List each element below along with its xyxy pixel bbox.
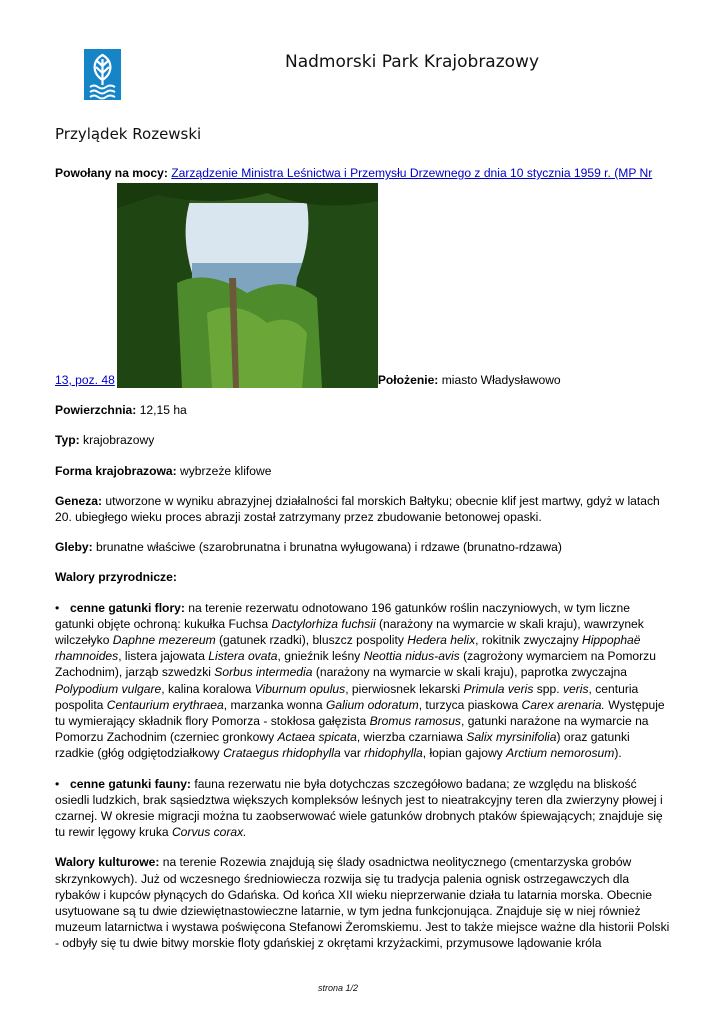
basis-label: Powołany na mocy:	[55, 166, 168, 180]
species-name: Carex arenaria.	[521, 697, 605, 712]
species-name: Salix myrsinifolia	[466, 730, 557, 745]
location-text	[378, 372, 561, 388]
text-segment: (zagrożony wymarciem na Pomorzu Zachodnim), jarząb szwedzki	[55, 649, 656, 680]
text-segment: spp.	[533, 681, 563, 696]
species-name: rhidophylla	[364, 746, 423, 761]
regulation-link[interactable]: Zarządzenie Ministra Leśnictwa i Przemysłu Drzewnego z dnia 10 stycznia 1959 r. (MP Nr	[171, 166, 653, 180]
text-segment: var	[340, 746, 365, 761]
location-label: Położenie:	[377, 373, 439, 387]
sea-view-photo	[117, 183, 378, 388]
text-segment: , pierwiosnek lekarski	[345, 681, 464, 696]
genesis-value: utworzone w wyniku abrazyjnej działalności fal morskich Bałtyku; obecnie klif jest martwy, gdyż w latach 20. ubiegłego wieku proces abrazji został zatrzymany przez zbudowanie betonowej opaski.	[55, 493, 660, 525]
species-name: Galium odoratum	[325, 697, 419, 712]
species-name: Arctium nemorosum	[506, 746, 615, 761]
text-segment: na terenie rezerwatu odnotowano 196 gatunków roślin naczyniowych, w tym liczne gatunki objęte ochroną: kukułka Fuchsa	[55, 600, 630, 631]
text-segment: , rokitnik zwyczajny	[475, 633, 582, 648]
text-segment: ) oraz gatunki rzadkie (głóg odgiętodziałkowy	[55, 730, 630, 761]
location-value: miasto Władysławowo	[441, 373, 561, 387]
form-label: Forma krajobrazowa:	[55, 463, 177, 478]
species-name: Dactylorhiza fuchsii	[271, 616, 376, 631]
species-name: Actaea spicata	[277, 730, 357, 745]
site-title: Nadmorski Park Krajobrazowy	[285, 52, 540, 72]
regulation-link-continued[interactable]: 13, poz. 48	[55, 373, 115, 387]
flora-paragraph	[55, 600, 670, 762]
page-title: Przylądek Rozewski	[55, 125, 202, 143]
text-segment: , centuria pospolita	[55, 681, 639, 712]
text-segment: , kalina koralowa	[161, 681, 255, 696]
species-name: veris	[562, 681, 589, 696]
text-segment: , listera jajowata	[118, 649, 209, 664]
species-name: Crataegus rhidophylla	[223, 746, 341, 761]
text-segment: fauna rezerwatu nie była dotychczas szczegółowo badana; ze względu na bliskość osiedli ludzkich, brak sąsiedztwa większych kompleksów leśnych jest to nieatrakcyjny teren dla zwierzyny płowej i czarnej. W okresie migracji można tu zaobserwować wiele gatunków drobnych ptaków śpiewających; znajduje się tu rewir lęgowy kruka	[55, 776, 663, 840]
species-name: Centaurium erythraea	[106, 697, 224, 712]
species-name: Hedera helix	[407, 633, 476, 648]
soils-paragraph	[55, 539, 670, 555]
species-name: Corvus corax.	[171, 825, 247, 840]
species-name: Daphne mezereum	[112, 633, 216, 648]
fauna-paragraph	[55, 776, 670, 841]
type-paragraph	[55, 432, 670, 448]
text-segment: , łopian gajowy	[422, 746, 507, 761]
area-value: 12,15 ha	[139, 403, 187, 418]
cultural-paragraph	[55, 854, 670, 951]
species-name: Sorbus intermedia	[214, 665, 313, 680]
text-segment: , turzyca piaskowa	[418, 697, 522, 712]
species-name: Neottia nidus-avis	[363, 649, 460, 664]
fauna-label: cenne gatunki fauny:	[70, 776, 191, 791]
species-name: Hippophaë rhamnoides	[55, 633, 641, 664]
document-body	[55, 165, 670, 966]
text-segment: ).	[614, 746, 622, 761]
soils-label: Gleby:	[55, 540, 93, 555]
flora-label: cenne gatunki flory:	[70, 600, 185, 615]
species-name: Primula veris	[463, 681, 534, 696]
text-segment: , marzanka wonna	[223, 697, 326, 712]
natural-values-heading	[55, 569, 670, 585]
form-value: wybrzeże klifowe	[180, 463, 272, 478]
flora-text	[55, 601, 665, 761]
soils-value: brunatne właściwe (szarobrunatna i brunatna wyługowana) i rdzawe (brunatno-rdzawa)	[96, 540, 562, 555]
park-logo	[84, 49, 121, 100]
genesis-label: Geneza:	[55, 493, 103, 508]
text-segment: , gnieźnik leśny	[277, 649, 364, 664]
bullet-icon: •	[55, 776, 60, 791]
cultural-label: Walory kulturowe:	[55, 855, 160, 870]
species-name: Polypodium vulgare	[55, 681, 162, 696]
natural-values-label: Walory przyrodnicze:	[55, 570, 177, 585]
area-paragraph	[55, 402, 670, 418]
species-name: Viburnum opulus	[254, 681, 346, 696]
text-segment: (narażony na wymarcie w skali kraju), wawrzynek wilczełyko	[55, 616, 644, 648]
genesis-paragraph	[55, 493, 670, 525]
basis-paragraph	[55, 165, 670, 181]
page-number: strona 1/2	[318, 983, 359, 993]
cultural-value: na terenie Rozewia znajdują się ślady osadnictwa neolitycznego (cmentarzyska grobów skrzynkowych). Już od wczesnego średniowiecza rozwija się tu tradycja palenia ognisk ostrzegawczych dla rybaków i kupców płynących do Gdańska. Od końca XII wieku nieprzerwanie działa tu latarnia morska. Obecnie usytuowane są tu dwie dziewiętnastowieczne latarnie, w tym jedna funkcjonująca. Znajduje się w niej również muzeum latarnictwa i wystawa poświęcona Stefanowi Żeromskiemu. Jest to także miejsce ważne dla historii Polski - odbyły się tu dwie bitwy morskie floty gdańskiej z okrętami krzyżackimi, przymusowe lądowanie króla	[55, 855, 670, 951]
type-label: Typ:	[55, 433, 80, 448]
species-name: Listera ovata	[208, 649, 278, 664]
form-paragraph	[55, 463, 670, 479]
text-segment: , wierzba czarniawa	[356, 730, 467, 745]
text-segment: Występuje tu wymierający składnik flory Pomorza - stokłosa gałęzista	[55, 697, 665, 729]
text-segment: (narażony na wymarcie w skali kraju), paprotka zwyczajna	[312, 665, 628, 680]
species-name: Bromus ramosus	[369, 714, 461, 729]
bullet-icon: •	[55, 600, 60, 615]
photo-row	[55, 183, 670, 388]
type-value: krajobrazowy	[83, 433, 155, 448]
area-label: Powierzchnia:	[55, 403, 137, 418]
text-segment: , gatunki narażone na wymarcie na Pomorzu Zachodnim (czerniec gronkowy	[55, 714, 649, 745]
text-segment: (gatunek rzadki), bluszcz pospolity	[215, 633, 408, 648]
